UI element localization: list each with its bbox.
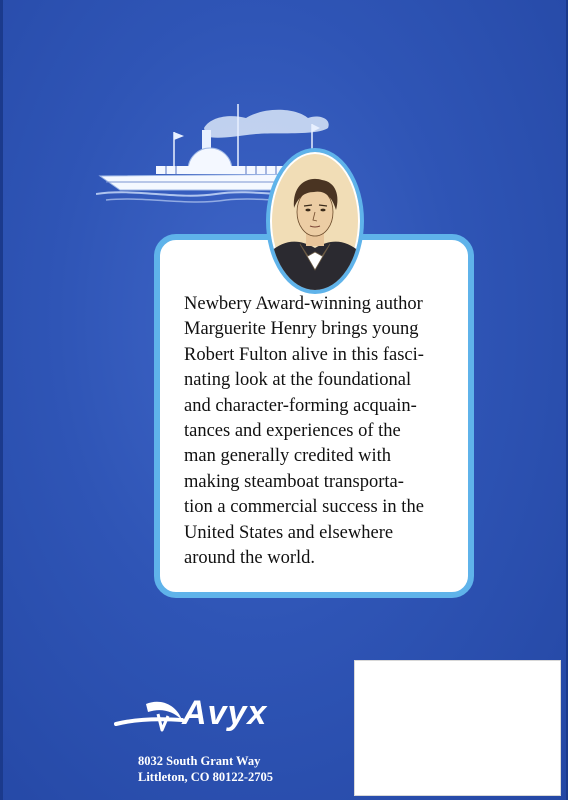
description-line: and character-forming acquain- [184,395,417,416]
description-line: Marguerite Henry brings young [184,319,419,340]
avyx-swoosh-logo [112,690,192,740]
description-line: nating look at the foundational [184,370,412,391]
logo-wordmark: Avyx [182,694,268,732]
book-description [184,292,446,571]
description-line: around the world. [184,548,316,569]
description-line: Robert Fulton alive in this fasci- [184,344,424,365]
publisher-logo [112,690,292,740]
address-line-2: Littleton, CO 80122-2705 [138,770,274,784]
publisher-address [138,753,273,785]
description-line: tion a commercial success in the [184,497,424,518]
description-line: Newbery Award-winning author [184,294,423,314]
barcode-box [354,660,561,796]
address-line-1: 8032 South Grant Way [138,754,261,768]
description-line: United States and elsewhere [184,522,394,543]
description-line: man generally credited with [184,446,392,467]
description-line: making steamboat transporta- [184,471,404,492]
robert-fulton-portrait [266,148,364,294]
description-line: tances and experiences of the [184,421,401,442]
